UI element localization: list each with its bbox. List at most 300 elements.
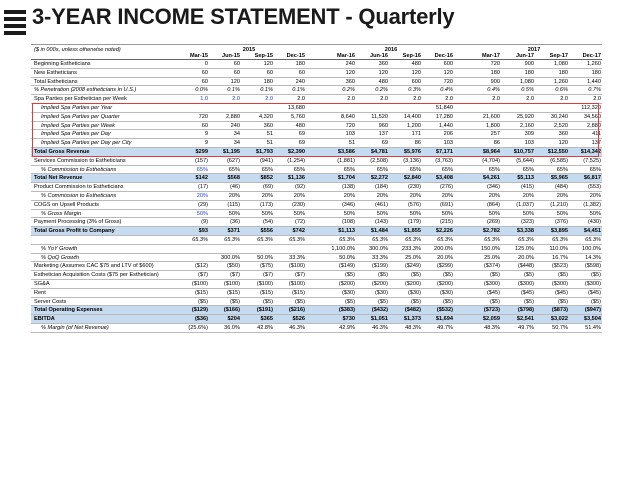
- table-cell: 86: [414, 140, 421, 147]
- table-cell: 86: [493, 140, 500, 147]
- table-row: [31, 315, 602, 324]
- table-cell: ($383): [338, 307, 355, 314]
- table-cell: 16.7%: [552, 254, 568, 261]
- table-cell: $852: [260, 175, 273, 182]
- table-cell: (864): [486, 201, 500, 208]
- table-cell: $2,272: [370, 175, 388, 182]
- table-cell: (430): [587, 219, 601, 226]
- table-cell: 257: [490, 131, 500, 138]
- table-cell: (1,382): [583, 201, 601, 208]
- table-cell: (484): [554, 184, 568, 191]
- table-cell: $7,171: [435, 148, 453, 155]
- row-label: Implied Spa Parties per Day: [41, 131, 111, 138]
- row-label: % YoY Growth: [41, 245, 78, 252]
- row-label: Total Net Revenue: [34, 175, 83, 182]
- table-cell: 14,400: [403, 113, 421, 120]
- table-cell: 0.0%: [195, 87, 208, 94]
- table-cell: ($199): [371, 263, 388, 270]
- table-cell: 720: [490, 61, 500, 67]
- table-row: [31, 245, 602, 254]
- row-label: EBITDA: [34, 316, 55, 323]
- table-cell: 50%: [441, 210, 453, 217]
- table-cell: (25.6%): [188, 324, 208, 331]
- table-cell: ($5): [345, 272, 355, 279]
- table-cell: 65.3%: [289, 236, 305, 243]
- table-cell: ($200): [371, 280, 388, 287]
- table-cell: ($149): [338, 263, 355, 270]
- row-label: Implied Spa Parties per Year: [41, 104, 113, 111]
- table-cell: (72): [295, 219, 305, 226]
- quarter-header: Mar-16: [336, 53, 355, 59]
- table-cell: 120: [345, 69, 355, 76]
- table-cell: ($5): [411, 298, 421, 305]
- table-cell: ($432): [371, 307, 388, 314]
- table-cell: (376): [554, 219, 568, 226]
- table-cell: (143): [374, 219, 388, 226]
- table-cell: ($5): [524, 298, 534, 305]
- table-cell: (1,881): [337, 157, 355, 164]
- table-cell: 112,320: [581, 104, 601, 111]
- table-cell: 2.0: [297, 96, 305, 103]
- table-cell: ($5): [378, 298, 388, 305]
- table-cell: 8,640: [341, 113, 355, 120]
- table-cell: 50%: [293, 210, 305, 217]
- table-cell: 120: [263, 61, 273, 67]
- table-cell: (323): [520, 219, 534, 226]
- table-cell: 2,880: [226, 113, 240, 120]
- quarter-header: Mar-17: [481, 53, 500, 59]
- table-cell: (346): [486, 184, 500, 191]
- row-label: Implied Spa Parties per Week: [41, 122, 115, 129]
- table-cell: (2,508): [370, 157, 388, 164]
- quarter-header: Dec-17: [582, 53, 601, 59]
- table-cell: ($5): [490, 272, 500, 279]
- table-row: [31, 139, 602, 148]
- table-cell: 51: [266, 131, 273, 138]
- table-cell: 20%: [228, 192, 240, 199]
- table-cell: (179): [407, 219, 421, 226]
- table-cell: 2,160: [520, 122, 534, 129]
- table-cell: 60: [266, 69, 273, 76]
- table-cell: 50%: [488, 210, 500, 217]
- row-label: Rent: [34, 289, 46, 296]
- table-cell: $6,817: [583, 175, 601, 182]
- table-cell: ($7): [263, 272, 273, 279]
- table-cell: $4,451: [583, 228, 601, 235]
- table-cell: 65.3%: [224, 236, 240, 243]
- table-cell: 120: [411, 69, 421, 76]
- table-cell: 42.8%: [257, 324, 273, 331]
- table-cell: 33.3%: [372, 254, 388, 261]
- table-cell: $1,195: [222, 148, 240, 155]
- table-cell: (1,210): [550, 201, 568, 208]
- table-cell: ($45): [520, 289, 534, 296]
- table-cell: 65.3%: [192, 236, 208, 243]
- table-cell: 30,240: [550, 113, 568, 120]
- table-cell: 20%: [556, 192, 568, 199]
- table-cell: 65.3%: [585, 236, 601, 243]
- table-cell: 65.3%: [405, 236, 421, 243]
- table-cell: ($100): [288, 280, 305, 287]
- table-cell: 300.0%: [369, 245, 388, 252]
- table-row: [31, 86, 602, 95]
- table-cell: 65%: [196, 166, 208, 173]
- table-cell: ($100): [288, 263, 305, 270]
- table-cell: $2,059: [482, 316, 500, 323]
- table-cell: 480: [295, 122, 305, 129]
- table-cell: (7,525): [583, 157, 601, 164]
- table-cell: 0: [204, 61, 208, 67]
- table-cell: 2.0: [380, 96, 388, 103]
- table-cell: 51.4%: [585, 324, 601, 331]
- table-row: [31, 298, 602, 307]
- table-cell: 2.0: [232, 96, 240, 103]
- row-label: Esthetician Acquisition Costs ($75 per Esthetician): [34, 272, 159, 279]
- table-cell: 20%: [261, 192, 273, 199]
- table-cell: 65.3%: [484, 236, 500, 243]
- row-label: % Commission to Estheticians: [41, 192, 117, 199]
- table-cell: ($100): [191, 280, 208, 287]
- table-cell: $3,504: [583, 316, 601, 323]
- table-row: [31, 254, 602, 263]
- table-row: [31, 280, 602, 289]
- table-cell: ($798): [517, 307, 534, 314]
- quarter-header: Dec-15: [286, 53, 305, 59]
- table-cell: 20.0%: [437, 254, 453, 261]
- table-row: [31, 104, 602, 113]
- table-cell: ($532): [436, 307, 453, 314]
- table-cell: 360: [378, 61, 388, 67]
- table-cell: 0.2%: [375, 87, 388, 94]
- quarter-header: Dec-16: [434, 53, 453, 59]
- row-label: Total Gross Revenue: [34, 148, 90, 155]
- table-row: [31, 271, 602, 280]
- table-cell: (269): [486, 219, 500, 226]
- table-cell: 2.0: [593, 96, 601, 103]
- table-cell: ($36): [194, 316, 208, 323]
- table-cell: ($12): [194, 263, 208, 270]
- table-cell: 65.3%: [437, 236, 453, 243]
- table-cell: 60: [298, 69, 305, 76]
- table-cell: 50%: [589, 210, 601, 217]
- table-cell: (29): [198, 201, 208, 208]
- table-cell: 900: [490, 78, 500, 85]
- table-cell: 21,600: [482, 113, 500, 120]
- table-cell: ($129): [191, 307, 208, 314]
- table-cell: (1,037): [516, 201, 534, 208]
- table-cell: 240: [230, 122, 240, 129]
- table-cell: 1,080: [520, 78, 534, 85]
- table-cell: ($5): [524, 272, 534, 279]
- row-label: Implied Spa Parties per Day per City: [41, 140, 132, 147]
- table-cell: 1.0: [200, 96, 208, 103]
- table-cell: 65.3%: [372, 236, 388, 243]
- table-cell: $365: [260, 316, 273, 323]
- table-cell: ($374): [483, 263, 500, 270]
- table-cell: 65%: [441, 166, 453, 173]
- table-cell: 25,920: [516, 113, 534, 120]
- table-cell: (9): [201, 219, 208, 226]
- table-cell: 20%: [522, 192, 534, 199]
- table-cell: ($5): [295, 298, 305, 305]
- table-cell: ($45): [554, 289, 568, 296]
- table-cell: 34: [233, 131, 240, 138]
- table-cell: 50%: [556, 210, 568, 217]
- table-cell: $1,484: [370, 228, 388, 235]
- table-cell: ($75): [259, 263, 273, 270]
- table-cell: 180: [295, 61, 305, 67]
- table-cell: ($50): [226, 263, 240, 270]
- table-cell: (1,254): [287, 157, 305, 164]
- table-cell: ($100): [256, 280, 273, 287]
- table-cell: 360: [345, 78, 355, 85]
- table-cell: (5,644): [516, 157, 534, 164]
- row-label: COGS on Upsell Products: [34, 201, 99, 208]
- table-cell: 0.7%: [588, 87, 601, 94]
- table-cell: (173): [259, 201, 273, 208]
- quarter-header: Sep-16: [402, 53, 421, 59]
- row-label: Total Gross Profit to Company: [34, 228, 115, 235]
- table-cell: 20%: [409, 192, 421, 199]
- row-label: Total Operating Expenses: [34, 307, 103, 314]
- table-cell: 1,440: [587, 78, 601, 85]
- table-cell: (36): [230, 219, 240, 226]
- table-cell: 233.3%: [402, 245, 421, 252]
- table-cell: 51: [266, 140, 273, 147]
- table-row: [31, 113, 602, 122]
- table-cell: 60: [233, 61, 240, 67]
- table-cell: $3,022: [550, 316, 568, 323]
- table-cell: ($300): [483, 280, 500, 287]
- table-cell: $2,390: [287, 148, 305, 155]
- menu-icon: [4, 10, 26, 30]
- table-cell: 20%: [343, 192, 355, 199]
- table-cell: 50%: [196, 210, 208, 217]
- table-cell: 20%: [441, 192, 453, 199]
- table-cell: 50.0%: [257, 254, 273, 261]
- table-cell: ($5): [263, 298, 273, 305]
- quarter-header: Mar-15: [189, 53, 208, 59]
- table-cell: 720: [345, 122, 355, 129]
- table-cell: ($448): [517, 263, 534, 270]
- table-cell: 411: [592, 131, 601, 138]
- table-cell: 65.3%: [552, 236, 568, 243]
- table-cell: (346): [341, 201, 355, 208]
- table-cell: $5,976: [403, 148, 421, 155]
- table-cell: ($45): [587, 289, 601, 296]
- table-cell: 60: [201, 122, 208, 129]
- row-label: Server Costs: [34, 298, 67, 305]
- row-label: Product Commission to Estheticians: [34, 184, 124, 191]
- table-cell: 137: [591, 140, 601, 147]
- row-label: Marketing (Assumes CAC $75 and LTV of $600): [34, 263, 154, 270]
- table-cell: 65%: [522, 166, 534, 173]
- table-cell: 65%: [556, 166, 568, 173]
- table-cell: ($873): [551, 307, 568, 314]
- table-cell: 1,100.0%: [331, 245, 355, 252]
- table-row: [31, 174, 602, 183]
- table-cell: 720: [443, 78, 453, 85]
- table-cell: 110.0%: [549, 245, 568, 252]
- table-cell: 65%: [228, 166, 240, 173]
- table-cell: 34: [233, 140, 240, 147]
- table-cell: ($300): [551, 280, 568, 287]
- table-cell: 13,680: [287, 104, 305, 111]
- table-cell: 0.1%: [227, 87, 240, 94]
- table-row: [31, 324, 602, 333]
- table-cell: 20%: [293, 192, 305, 199]
- table-cell: (276): [439, 184, 453, 191]
- table-cell: $371: [227, 228, 240, 235]
- table-cell: 20.0%: [518, 254, 534, 261]
- table-cell: $5,965: [550, 175, 568, 182]
- table-cell: (4,704): [482, 157, 500, 164]
- table-cell: 100.0%: [582, 245, 601, 252]
- table-cell: 33.3%: [289, 254, 305, 261]
- table-cell: ($5): [345, 298, 355, 305]
- table-cell: ($45): [486, 289, 500, 296]
- table-cell: 0.2%: [342, 87, 355, 94]
- table-cell: ($5): [558, 298, 568, 305]
- table-cell: 65%: [589, 166, 601, 173]
- table-cell: 46.3%: [372, 324, 388, 331]
- table-cell: 25.0%: [484, 254, 500, 261]
- table-cell: 2.0: [413, 96, 421, 103]
- table-cell: 50%: [228, 210, 240, 217]
- table-cell: 120: [378, 69, 388, 76]
- table-cell: ($15): [226, 289, 240, 296]
- table-cell: ($5): [443, 298, 453, 305]
- table-row: [31, 60, 602, 69]
- table-cell: ($30): [341, 289, 355, 296]
- table-cell: ($249): [404, 263, 421, 270]
- table-cell: 2,520: [554, 122, 568, 129]
- table-row: [31, 69, 602, 78]
- table-cell: ($7): [230, 272, 240, 279]
- table-cell: 120: [230, 78, 240, 85]
- row-label: Spa Parties per Esthetician per Week: [34, 96, 127, 103]
- table-cell: 34,560: [583, 113, 601, 120]
- table-header: [31, 45, 602, 60]
- table-cell: $93: [198, 228, 208, 235]
- table-cell: 137: [378, 131, 388, 138]
- page-title: 3-YEAR INCOME STATEMENT - Quarterly: [32, 4, 455, 29]
- table-cell: (461): [374, 201, 388, 208]
- table-cell: (627): [226, 157, 240, 164]
- table-cell: 103: [443, 140, 453, 147]
- row-label: SG&A: [34, 280, 50, 287]
- table-cell: $2,782: [482, 228, 500, 235]
- row-label: Implied Spa Parties per Quarter: [41, 113, 120, 120]
- table-cell: (3,136): [403, 157, 421, 164]
- table-row: [31, 148, 602, 157]
- income-statement-table: [31, 44, 602, 480]
- table-cell: ($216): [288, 307, 305, 314]
- table-cell: 180: [558, 69, 568, 76]
- table-cell: 36.0%: [224, 324, 240, 331]
- table-cell: 65.3%: [339, 236, 355, 243]
- table-cell: 49.7%: [437, 324, 453, 331]
- table-cell: ($5): [591, 298, 601, 305]
- table-cell: ($15): [194, 289, 208, 296]
- table-cell: 42.9%: [339, 324, 355, 331]
- table-cell: (553): [587, 184, 601, 191]
- table-cell: 50%: [522, 210, 534, 217]
- table-cell: 51,840: [435, 104, 453, 111]
- units-note: ($ in 000s, unless otherwise noted): [34, 47, 121, 53]
- table-cell: ($166): [223, 307, 240, 314]
- table-cell: 960: [378, 122, 388, 129]
- table-cell: ($5): [443, 272, 453, 279]
- table-cell: ($15): [259, 289, 273, 296]
- table-cell: ($5): [591, 272, 601, 279]
- table-cell: ($299): [436, 263, 453, 270]
- table-cell: (17): [198, 184, 208, 191]
- table-cell: 360: [263, 122, 273, 129]
- table-cell: ($300): [584, 280, 601, 287]
- row-label: Payment Processing (3% of Gross): [34, 219, 122, 226]
- table-cell: 48.3%: [405, 324, 421, 331]
- table-row: [31, 78, 602, 87]
- table-cell: 65%: [376, 166, 388, 173]
- table-cell: (941): [259, 157, 273, 164]
- table-cell: (3,763): [435, 157, 453, 164]
- table-cell: 50%: [261, 210, 273, 217]
- table-row: [31, 218, 602, 227]
- table-cell: ($523): [551, 263, 568, 270]
- table-cell: $2,541: [516, 316, 534, 323]
- table-row: [31, 201, 602, 210]
- table-row: [31, 236, 602, 245]
- table-cell: $8,964: [482, 148, 500, 155]
- table-cell: 0.5%: [521, 87, 534, 94]
- table-cell: (138): [341, 184, 355, 191]
- table-cell: 50%: [376, 210, 388, 217]
- table-cell: ($100): [223, 280, 240, 287]
- table-cell: ($15): [291, 289, 305, 296]
- table-cell: ($300): [517, 280, 534, 287]
- table-cell: 69: [381, 140, 388, 147]
- table-cell: 25.0%: [405, 254, 421, 261]
- table-cell: 360: [558, 131, 568, 138]
- table-cell: 900: [524, 61, 534, 67]
- table-cell: 69: [298, 131, 305, 138]
- table-cell: 51: [348, 140, 355, 147]
- table-cell: $142: [195, 175, 208, 182]
- table-cell: 480: [378, 78, 388, 85]
- table-cell: 300.0%: [221, 254, 240, 261]
- table-row: [31, 183, 602, 192]
- table-cell: $5,113: [517, 175, 534, 182]
- table-cell: ($598): [584, 263, 601, 270]
- table-row: [31, 227, 602, 236]
- table-cell: ($723): [483, 307, 500, 314]
- table-cell: $1,051: [370, 316, 388, 323]
- table-cell: 120: [443, 69, 453, 76]
- table-cell: 60: [233, 69, 240, 76]
- table-cell: $1,373: [403, 316, 421, 323]
- table-cell: 103: [524, 140, 534, 147]
- table-cell: 240: [345, 61, 355, 67]
- table-cell: 50.7%: [552, 324, 568, 331]
- table-cell: $3,586: [337, 148, 355, 155]
- table-cell: 11,520: [371, 113, 388, 120]
- row-label: Services Commission to Estheticians: [34, 157, 126, 164]
- row-label: % Penetration (2008 estheticians in U.S.): [34, 87, 137, 94]
- table-cell: (230): [291, 201, 305, 208]
- table-cell: ($5): [558, 272, 568, 279]
- quarter-header: Jun-17: [515, 53, 534, 59]
